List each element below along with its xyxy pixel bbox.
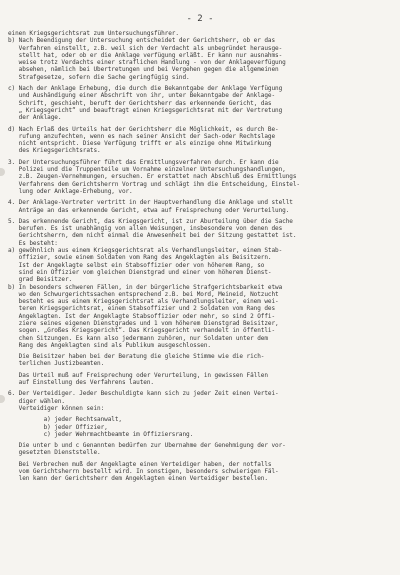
text-line: c) Nach der Anklage Erhebung, die durch die Bekanntgabe der Anklage Verfügung	[8, 85, 283, 93]
text-line: berufen. Es ist unabhängig von allen Weisungen, insbesondere von denen des	[8, 225, 283, 233]
text-line: nicht entspricht. Diese Verfügung trifft er als einzige ohne Mitwirkung	[8, 140, 272, 148]
text-line: Ist der Angeklagte selbst ein Stabsoffizier oder von höherem Rang, so	[8, 261, 265, 269]
text-line: Verfahrens dem Gerichtsherrn Vortrag und schlägt ihm die Entscheidung, Einstel-	[8, 180, 300, 188]
text-line: sind ein Offizier vom gleichen Dienstgrad und einer vom höherem Dienst-	[8, 268, 272, 276]
text-line: a) gewöhnlich aus einem Kriegsgerichtsrat als Verhandlungsleiter, einem Stab-	[8, 247, 283, 255]
text-line: stellt hat, oder ob er die Anklage verfügung erläßt. Er kann nur ausnahms-	[8, 51, 283, 59]
text-line: 5. Das erkennende Gericht, das Kriegsgericht, ist zur Aburteilung über die Sache	[8, 217, 293, 225]
text-line: Die Beisitzer haben bei der Beratung die gleiche Stimme wie die rich-	[8, 353, 265, 361]
text-line: Die unter b und c Genannten bedürfen zur Übernahme der Genehmigung der vor-	[8, 442, 286, 450]
text-line: ziere seines eigenen Dienstgrades und 1 vom höherem Dienstgrad Beisitzer,	[8, 319, 279, 327]
text-line: c) jeder Wehrmachtbeamte im Offiziersrang.	[8, 430, 194, 438]
text-line: Verfahren einstellt, z.B. weil sich der Verdacht als unbegründet herausge-	[8, 44, 283, 52]
text-line: Schrift, geschieht, beruft der Gerichtsherr das erkennende Gericht, das	[8, 99, 272, 107]
text-line: Gerichtsherrn, dem nicht einmal die Anwesenheit bei der Sitzung gestattet ist.	[8, 232, 297, 240]
text-line: 6. Der Verteidiger. Jeder Beschuldigte kann sich zu jeder Zeit einen Vertei-	[8, 390, 279, 398]
text-line: a) jeder Rechtsanwalt,	[8, 416, 122, 424]
text-line: b) Nach Beendigung der Untersuchung entscheidet der Gerichtsherr, ob er das	[8, 37, 276, 45]
text-line: b) jeder Offizier,	[8, 423, 108, 431]
text-line: terlichen Justizbeamten.	[8, 360, 105, 368]
text-line: teren Kriegsgerichtsrat, einem Stabsoffizier und 2 Soldaten vom Rang des	[8, 305, 276, 313]
text-line: Bei Verbrechen muß der Angeklagte einen Verteidiger haben, der notfalls	[8, 460, 272, 468]
text-line: des Kriegsgerichtsrats.	[8, 147, 101, 155]
text-line: wo den Schwurgerichtssachen entsprechend z.B. bei Mord, Meineid, Notzucht	[8, 290, 279, 298]
text-line: diger wählen.	[8, 397, 65, 405]
text-line: und Aushändigung einer Abschrift von ihr, unter Bekanntgabe der Anklage-	[8, 92, 276, 100]
text-line: gesetzten Dienststelle.	[8, 449, 101, 457]
text-line: Polizei und die Truppenteile um Vornahme einzelner Untersuchungshandlungen,	[8, 166, 286, 174]
text-line: chen Sitzungen. Es kann also jedermann zuhören, nur Soldaten unter dem	[8, 334, 268, 342]
text-line: z.B. Zeugen-Vernehmungen, ersuchen. Er erstattet nach Abschluß des Ermittlungs	[8, 173, 297, 181]
text-line: Rang des Angeklagten sind als Publikum ausgeschlossen.	[8, 341, 211, 349]
text-line: grad Beisitzer.	[8, 276, 73, 284]
text-line: vom Gerichtsherrn bestellt wird. In sonstigen, besonders schwierigen Fäl-	[8, 468, 279, 476]
text-line: Das Urteil muß auf Freisprechung oder Verurteilung, in gewissen Fällen	[8, 371, 268, 379]
page-number: - 2 -	[186, 14, 214, 24]
text-line: weise trotz Verdachts einer straflichen Handlung - von der Anklageverfügung	[8, 59, 286, 67]
text-line: rufung anzufechten, wenn es nach seiner Ansicht der Sach-oder Rechtslage	[8, 132, 276, 140]
text-line: Verteidiger können sein:	[8, 404, 105, 412]
text-line: d) Nach Erlaß des Urteils hat der Gerichtsherr die Möglichkeit, es durch Be-	[8, 125, 279, 133]
text-line: „ Kriegsgericht“ und beauftragt einen Kriegsgerichtsrat mit der Vertretung	[8, 106, 283, 114]
document-body	[8, 30, 392, 483]
text-line: b) In besonders schweren Fällen, in der bürgerliche Strafgerichtsbarkeit etwa	[8, 283, 283, 291]
text-line: besteht es aus einem Kriegsgerichtsrat als Verhandlungsleiter, einem wei-	[8, 298, 279, 306]
text-line: sogen. „Großes Kriegsgericht“. Das Kriegsgericht verhandelt in öffentli-	[8, 327, 276, 335]
text-line: offizier, sowie einem Soldaten vom Rang des Angeklagten als Beisitzern.	[8, 254, 272, 262]
text-line: 4. Der Anklage-Vertreter vertritt in der Hauptverhandlung die Anklage und stellt	[8, 199, 293, 207]
text-line: auf Einstellung des Verfahrens lauten.	[8, 379, 154, 387]
text-line: der Anklage.	[8, 114, 62, 122]
text-line: lung oder Anklage-Erhebung, vor.	[8, 187, 133, 195]
text-line: Angeklagten. Ist der Angeklagte Stabsoffizier oder mehr, so sind 2 Offi-	[8, 312, 276, 320]
text-line: Es besteht:	[8, 239, 58, 247]
punch-hole	[0, 395, 5, 403]
punch-hole	[0, 168, 5, 176]
text-line: 3. Der Untersuchungsführer führt das Ermittlungsverfahren durch. Er kann die	[8, 158, 279, 166]
text-line: einen Kriegsgerichtsrat zum Untersuchungsführer.	[8, 30, 179, 37]
text-line: Anträge an das erkennende Gericht, etwa auf Freisprechung oder Verurteilung.	[8, 206, 290, 214]
text-line: Strafgesetze, sofern die Sache geringfügig sind.	[8, 73, 190, 81]
text-line: len kann der Gerichtsherr dem Angeklagten einen Verteidiger bestellen.	[8, 475, 268, 483]
text-line: absehen, nämlich bei Übertretungen und bei Vergehen gegen die allgemeinen	[8, 66, 279, 74]
